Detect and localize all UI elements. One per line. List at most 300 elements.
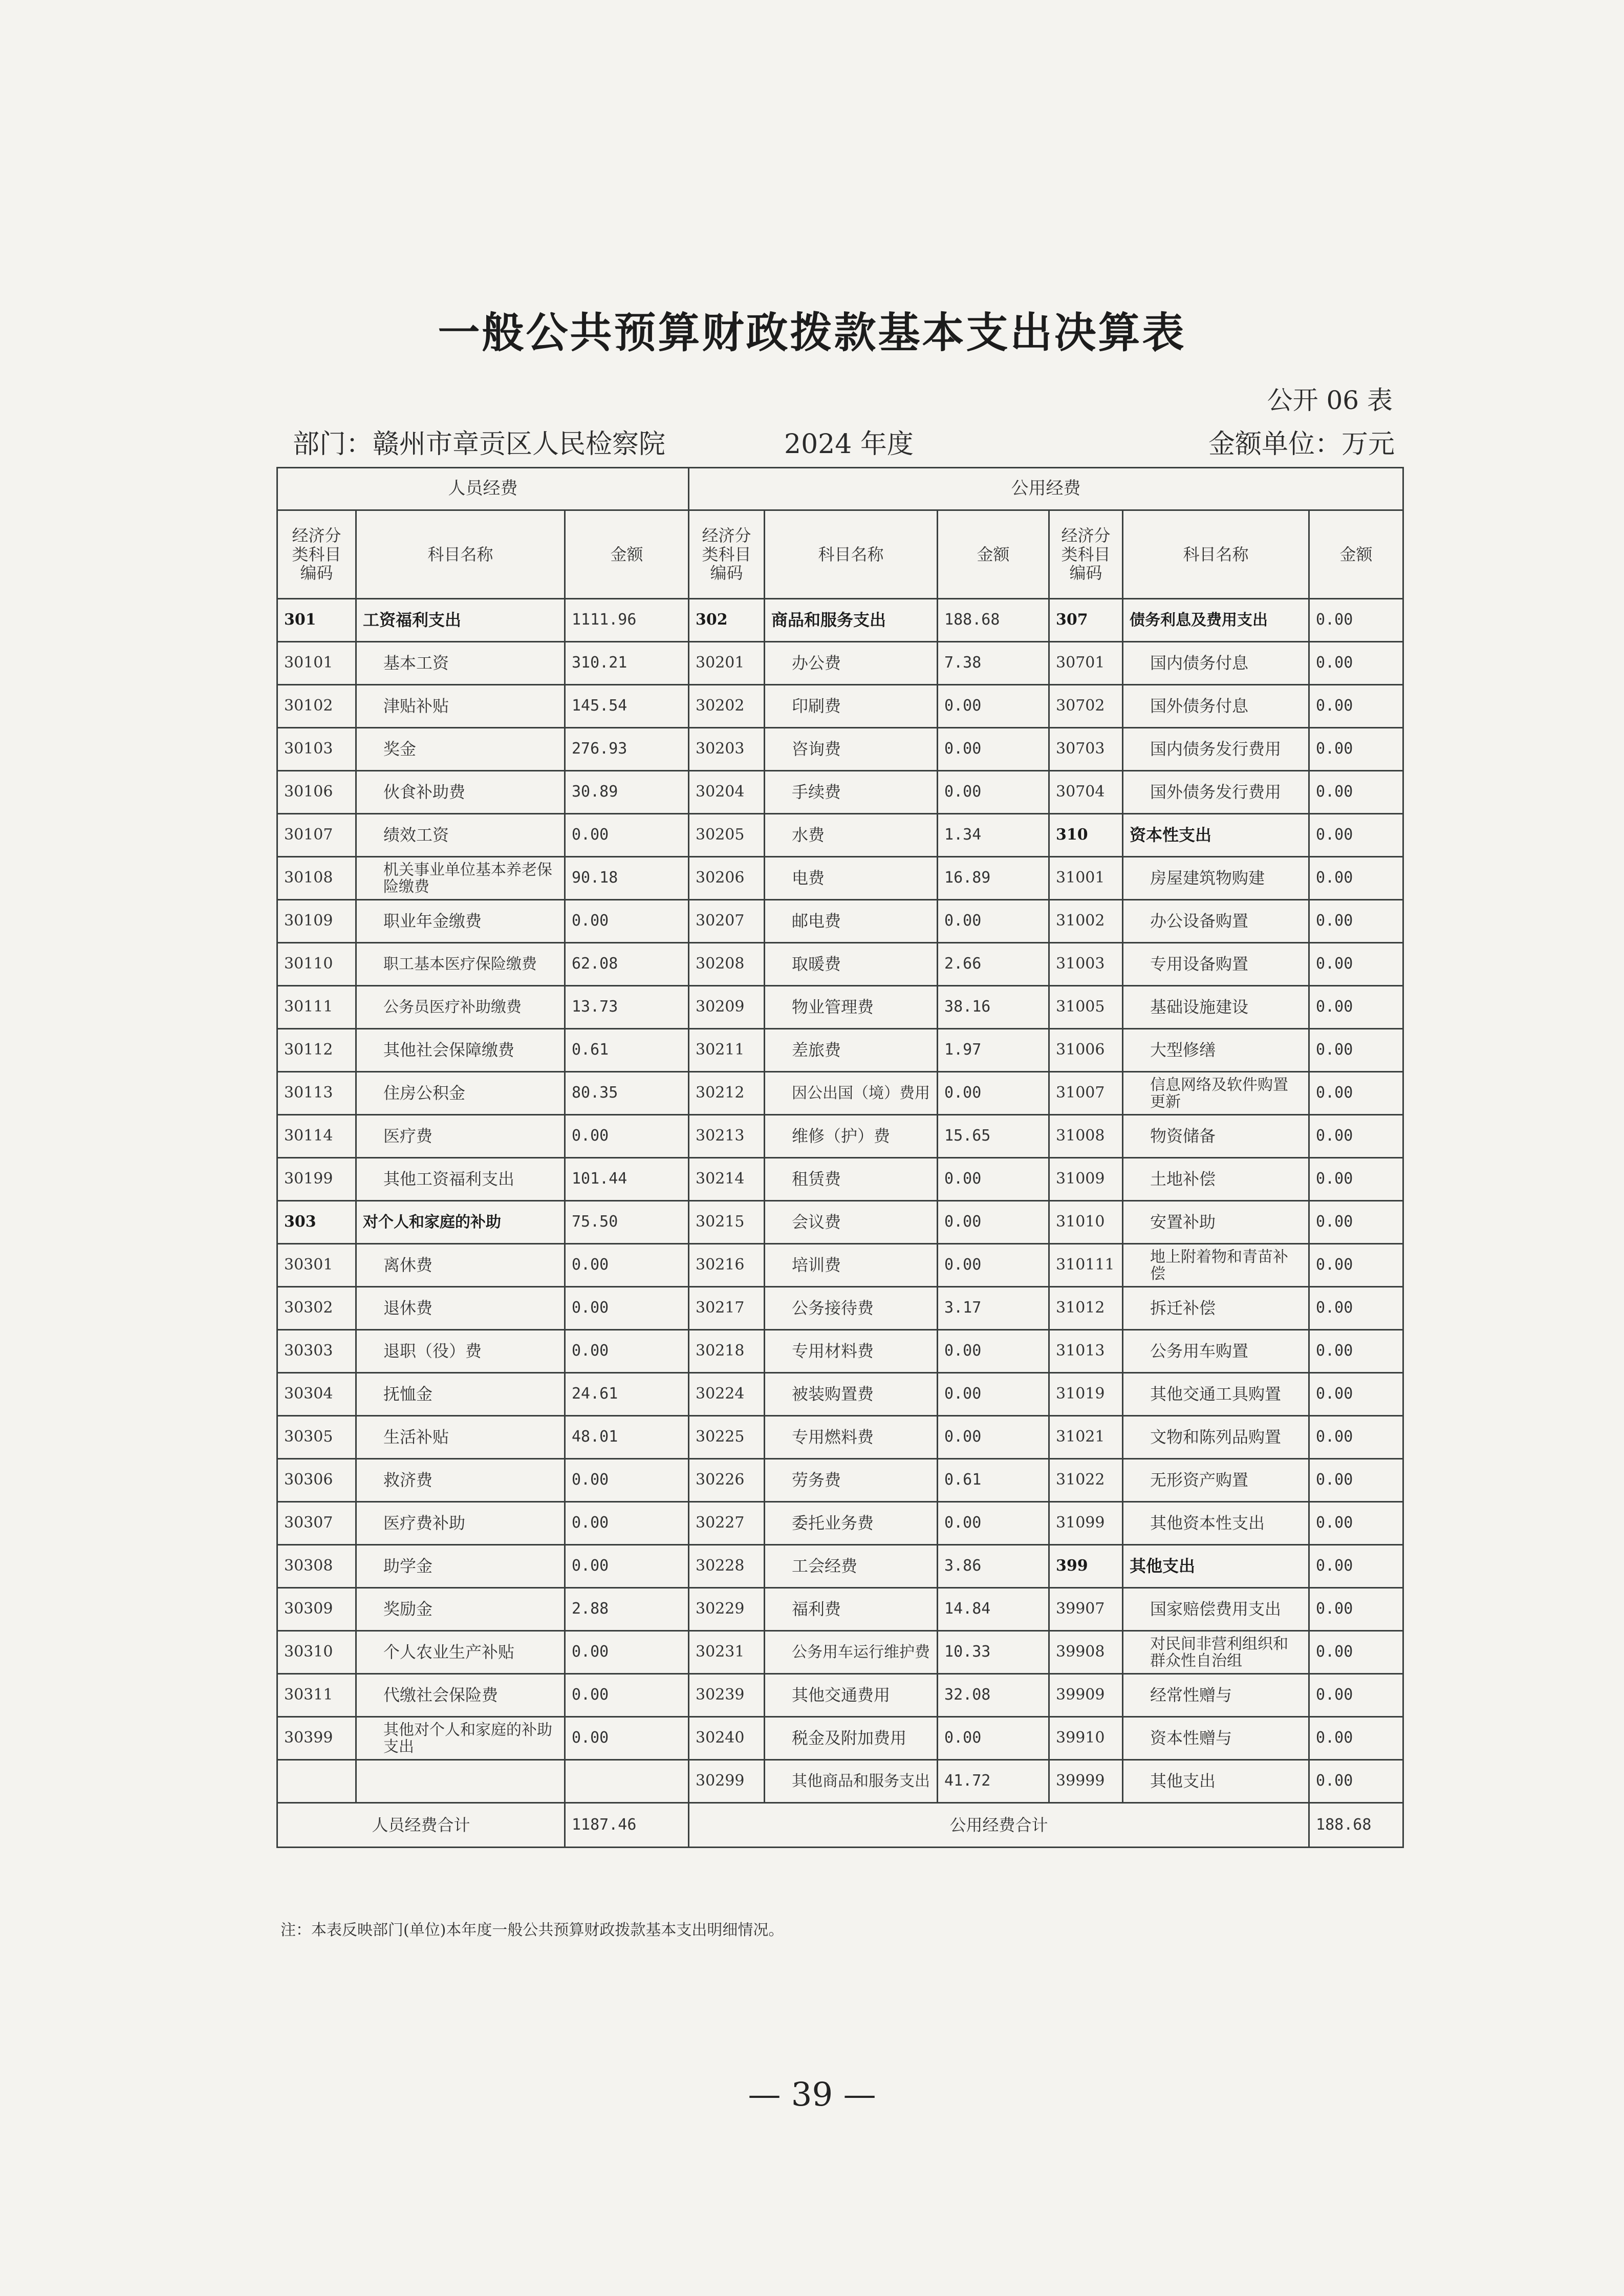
capital-code-cell: 30702 bbox=[1049, 685, 1123, 728]
personnel-code-cell: 30114 bbox=[277, 1115, 356, 1158]
personnel-name-cell: 绩效工资 bbox=[356, 814, 565, 857]
name-header: 科目名称 bbox=[356, 510, 565, 599]
table-row bbox=[277, 599, 1403, 642]
capital-amount-cell: 0.00 bbox=[1309, 1115, 1403, 1158]
personnel-code-cell bbox=[277, 1760, 356, 1803]
goods-amount-cell: 0.00 bbox=[938, 685, 1049, 728]
capital-name-cell: 文物和陈列品购置 bbox=[1123, 1416, 1309, 1459]
goods-name-cell: 培训费 bbox=[765, 1244, 938, 1287]
capital-amount-cell: 0.00 bbox=[1309, 728, 1403, 771]
goods-amount-cell: 0.00 bbox=[938, 1158, 1049, 1201]
goods-amount-cell: 3.17 bbox=[938, 1287, 1049, 1330]
personnel-code-cell: 30199 bbox=[277, 1158, 356, 1201]
goods-name-cell: 差旅费 bbox=[765, 1029, 938, 1072]
fiscal-year: 2024 年度 bbox=[784, 429, 914, 460]
capital-name-cell: 国家赔偿费用支出 bbox=[1123, 1588, 1309, 1631]
capital-name-cell: 其他资本性支出 bbox=[1123, 1502, 1309, 1545]
table-row bbox=[277, 1760, 1403, 1803]
personnel-code-cell: 30308 bbox=[277, 1545, 356, 1588]
goods-code-cell: 30240 bbox=[689, 1717, 765, 1760]
personnel-amount-cell: 0.00 bbox=[565, 1287, 689, 1330]
personnel-code-cell: 30112 bbox=[277, 1029, 356, 1072]
group-header-row bbox=[277, 468, 1403, 510]
personnel-name-cell: 生活补贴 bbox=[356, 1416, 565, 1459]
personnel-name-cell bbox=[356, 1760, 565, 1803]
personnel-amount-cell: 80.35 bbox=[565, 1072, 689, 1115]
personnel-amount-cell: 276.93 bbox=[565, 728, 689, 771]
capital-name-cell: 物资储备 bbox=[1123, 1115, 1309, 1158]
capital-code-cell: 30703 bbox=[1049, 728, 1123, 771]
capital-code-cell: 31099 bbox=[1049, 1502, 1123, 1545]
capital-code-cell: 31019 bbox=[1049, 1373, 1123, 1416]
table-row bbox=[277, 642, 1403, 685]
goods-amount-cell: 0.00 bbox=[938, 1502, 1049, 1545]
goods-amount-cell: 2.66 bbox=[938, 943, 1049, 986]
personnel-total-label: 人员经费合计 bbox=[277, 1803, 565, 1848]
capital-code-cell: 39907 bbox=[1049, 1588, 1123, 1631]
goods-code-cell: 30231 bbox=[689, 1631, 765, 1674]
capital-code-cell: 31003 bbox=[1049, 943, 1123, 986]
capital-code-cell: 31006 bbox=[1049, 1029, 1123, 1072]
personnel-name-cell: 奖金 bbox=[356, 728, 565, 771]
personnel-name-cell: 退休费 bbox=[356, 1287, 565, 1330]
capital-code-cell: 39910 bbox=[1049, 1717, 1123, 1760]
personnel-code-cell: 30302 bbox=[277, 1287, 356, 1330]
capital-name-cell: 经常性赠与 bbox=[1123, 1674, 1309, 1717]
goods-name-cell: 因公出国（境）费用 bbox=[765, 1072, 938, 1115]
personnel-amount-cell: 0.00 bbox=[565, 1674, 689, 1717]
goods-amount-cell: 0.00 bbox=[938, 900, 1049, 943]
capital-amount-cell: 0.00 bbox=[1309, 1717, 1403, 1760]
capital-amount-cell: 0.00 bbox=[1309, 771, 1403, 814]
table-row bbox=[277, 857, 1403, 900]
amount-unit: 金额单位：万元 bbox=[1208, 429, 1395, 460]
personnel-amount-cell: 0.00 bbox=[565, 900, 689, 943]
personnel-name-cell: 津贴补贴 bbox=[356, 685, 565, 728]
capital-name-cell: 国内债务付息 bbox=[1123, 642, 1309, 685]
capital-name-cell: 地上附着物和青苗补偿 bbox=[1123, 1244, 1309, 1287]
personnel-code-cell: 30113 bbox=[277, 1072, 356, 1115]
capital-amount-cell: 0.00 bbox=[1309, 1287, 1403, 1330]
personnel-name-cell: 公务员医疗补助缴费 bbox=[356, 986, 565, 1029]
goods-amount-cell: 10.33 bbox=[938, 1631, 1049, 1674]
table-row bbox=[277, 1201, 1403, 1244]
capital-amount-cell: 0.00 bbox=[1309, 1158, 1403, 1201]
goods-amount-cell: 0.00 bbox=[938, 1244, 1049, 1287]
capital-amount-cell: 0.00 bbox=[1309, 1631, 1403, 1674]
personnel-code-cell: 30109 bbox=[277, 900, 356, 943]
capital-code-cell: 31009 bbox=[1049, 1158, 1123, 1201]
goods-code-cell: 30203 bbox=[689, 728, 765, 771]
goods-code-cell: 30204 bbox=[689, 771, 765, 814]
goods-amount-cell: 0.00 bbox=[938, 771, 1049, 814]
capital-code-cell: 31002 bbox=[1049, 900, 1123, 943]
personnel-amount-cell: 101.44 bbox=[565, 1158, 689, 1201]
goods-amount-cell: 188.68 bbox=[938, 599, 1049, 642]
goods-name-cell: 专用燃料费 bbox=[765, 1416, 938, 1459]
capital-amount-cell: 0.00 bbox=[1309, 1674, 1403, 1717]
goods-amount-cell: 3.86 bbox=[938, 1545, 1049, 1588]
capital-code-cell: 31001 bbox=[1049, 857, 1123, 900]
goods-amount-cell: 0.00 bbox=[938, 1072, 1049, 1115]
goods-code-cell: 30213 bbox=[689, 1115, 765, 1158]
goods-name-cell: 印刷费 bbox=[765, 685, 938, 728]
personnel-name-cell: 其他社会保障缴费 bbox=[356, 1029, 565, 1072]
goods-amount-cell: 15.65 bbox=[938, 1115, 1049, 1158]
personnel-amount-cell: 0.00 bbox=[565, 1459, 689, 1502]
table-row bbox=[277, 1674, 1403, 1717]
goods-code-cell: 30218 bbox=[689, 1330, 765, 1373]
public-total: 188.68 bbox=[1309, 1803, 1403, 1848]
capital-code-cell: 310111 bbox=[1049, 1244, 1123, 1287]
capital-code-cell: 31012 bbox=[1049, 1287, 1123, 1330]
personnel-name-cell: 助学金 bbox=[356, 1545, 565, 1588]
code-header: 经济分类科目编码 bbox=[1049, 510, 1123, 599]
personnel-amount-cell: 75.50 bbox=[565, 1201, 689, 1244]
amount-header: 金额 bbox=[938, 510, 1049, 599]
personnel-name-cell: 其他工资福利支出 bbox=[356, 1158, 565, 1201]
goods-amount-cell: 16.89 bbox=[938, 857, 1049, 900]
personnel-amount-cell: 0.00 bbox=[565, 1502, 689, 1545]
capital-amount-cell: 0.00 bbox=[1309, 685, 1403, 728]
personnel-name-cell: 职业年金缴费 bbox=[356, 900, 565, 943]
table-row bbox=[277, 814, 1403, 857]
goods-code-cell: 30224 bbox=[689, 1373, 765, 1416]
capital-amount-cell: 0.00 bbox=[1309, 1588, 1403, 1631]
table-row bbox=[277, 1373, 1403, 1416]
goods-code-cell: 302 bbox=[689, 599, 765, 642]
page-number: — 39 — bbox=[748, 2076, 876, 2114]
personnel-name-cell: 机关事业单位基本养老保险缴费 bbox=[356, 857, 565, 900]
personnel-name-cell: 其他对个人和家庭的补助支出 bbox=[356, 1717, 565, 1760]
department: 部门：赣州市章贡区人民检察院 bbox=[293, 429, 666, 460]
personnel-amount-cell: 0.00 bbox=[565, 1545, 689, 1588]
personnel-amount-cell: 0.00 bbox=[565, 1330, 689, 1373]
personnel-name-cell: 基本工资 bbox=[356, 642, 565, 685]
goods-code-cell: 30299 bbox=[689, 1760, 765, 1803]
capital-code-cell: 31005 bbox=[1049, 986, 1123, 1029]
capital-name-cell: 公务用车购置 bbox=[1123, 1330, 1309, 1373]
goods-code-cell: 30201 bbox=[689, 642, 765, 685]
table-row bbox=[277, 1502, 1403, 1545]
goods-code-cell: 30202 bbox=[689, 685, 765, 728]
table-row bbox=[277, 1244, 1403, 1287]
capital-amount-cell: 0.00 bbox=[1309, 1545, 1403, 1588]
personnel-amount-cell bbox=[565, 1760, 689, 1803]
personnel-name-cell: 离休费 bbox=[356, 1244, 565, 1287]
goods-code-cell: 30228 bbox=[689, 1545, 765, 1588]
capital-name-cell: 安置补助 bbox=[1123, 1201, 1309, 1244]
capital-amount-cell: 0.00 bbox=[1309, 1373, 1403, 1416]
personnel-amount-cell: 0.00 bbox=[565, 1631, 689, 1674]
capital-name-cell: 其他支出 bbox=[1123, 1545, 1309, 1588]
table-row bbox=[277, 943, 1403, 986]
personnel-name-cell: 救济费 bbox=[356, 1459, 565, 1502]
personnel-code-cell: 30310 bbox=[277, 1631, 356, 1674]
goods-amount-cell: 14.84 bbox=[938, 1588, 1049, 1631]
name-header: 科目名称 bbox=[1123, 510, 1309, 599]
personnel-amount-cell: 0.00 bbox=[565, 1115, 689, 1158]
personnel-code-cell: 30303 bbox=[277, 1330, 356, 1373]
capital-code-cell: 31022 bbox=[1049, 1459, 1123, 1502]
goods-name-cell: 公务接待费 bbox=[765, 1287, 938, 1330]
personnel-amount-cell: 1111.96 bbox=[565, 599, 689, 642]
capital-amount-cell: 0.00 bbox=[1309, 1330, 1403, 1373]
goods-code-cell: 30207 bbox=[689, 900, 765, 943]
table-row bbox=[277, 1158, 1403, 1201]
personnel-name-cell: 医疗费 bbox=[356, 1115, 565, 1158]
personnel-code-cell: 30307 bbox=[277, 1502, 356, 1545]
personnel-code-cell: 30107 bbox=[277, 814, 356, 857]
personnel-amount-cell: 24.61 bbox=[565, 1373, 689, 1416]
goods-name-cell: 工会经费 bbox=[765, 1545, 938, 1588]
table-row bbox=[277, 900, 1403, 943]
capital-name-cell: 国外债务付息 bbox=[1123, 685, 1309, 728]
goods-name-cell: 其他商品和服务支出 bbox=[765, 1760, 938, 1803]
capital-name-cell: 其他交通工具购置 bbox=[1123, 1373, 1309, 1416]
goods-name-cell: 专用材料费 bbox=[765, 1330, 938, 1373]
goods-code-cell: 30208 bbox=[689, 943, 765, 986]
capital-code-cell: 399 bbox=[1049, 1545, 1123, 1588]
capital-amount-cell: 0.00 bbox=[1309, 642, 1403, 685]
capital-amount-cell: 0.00 bbox=[1309, 1244, 1403, 1287]
goods-name-cell: 福利费 bbox=[765, 1588, 938, 1631]
goods-code-cell: 30229 bbox=[689, 1588, 765, 1631]
personnel-code-cell: 30106 bbox=[277, 771, 356, 814]
personnel-code-cell: 301 bbox=[277, 599, 356, 642]
capital-code-cell: 39909 bbox=[1049, 1674, 1123, 1717]
table-row bbox=[277, 986, 1403, 1029]
capital-code-cell: 30704 bbox=[1049, 771, 1123, 814]
goods-code-cell: 30214 bbox=[689, 1158, 765, 1201]
goods-code-cell: 30226 bbox=[689, 1459, 765, 1502]
personnel-code-cell: 30306 bbox=[277, 1459, 356, 1502]
personnel-code-cell: 30102 bbox=[277, 685, 356, 728]
capital-amount-cell: 0.00 bbox=[1309, 857, 1403, 900]
goods-name-cell: 被装购置费 bbox=[765, 1373, 938, 1416]
personnel-code-cell: 30399 bbox=[277, 1717, 356, 1760]
goods-amount-cell: 32.08 bbox=[938, 1674, 1049, 1717]
table-row bbox=[277, 1717, 1403, 1760]
personnel-code-cell: 303 bbox=[277, 1201, 356, 1244]
goods-amount-cell: 1.97 bbox=[938, 1029, 1049, 1072]
table-row bbox=[277, 1416, 1403, 1459]
capital-code-cell: 30701 bbox=[1049, 642, 1123, 685]
capital-amount-cell: 0.00 bbox=[1309, 1072, 1403, 1115]
amount-header: 金额 bbox=[565, 510, 689, 599]
personnel-amount-cell: 0.00 bbox=[565, 1244, 689, 1287]
personnel-amount-cell: 2.88 bbox=[565, 1588, 689, 1631]
goods-amount-cell: 0.61 bbox=[938, 1459, 1049, 1502]
table-row bbox=[277, 1029, 1403, 1072]
capital-code-cell: 39999 bbox=[1049, 1760, 1123, 1803]
personnel-code-cell: 30304 bbox=[277, 1373, 356, 1416]
budget-table bbox=[276, 467, 1404, 1848]
capital-amount-cell: 0.00 bbox=[1309, 1201, 1403, 1244]
table-row bbox=[277, 1072, 1403, 1115]
table-row bbox=[277, 771, 1403, 814]
goods-amount-cell: 7.38 bbox=[938, 642, 1049, 685]
goods-code-cell: 30239 bbox=[689, 1674, 765, 1717]
capital-amount-cell: 0.00 bbox=[1309, 986, 1403, 1029]
capital-name-cell: 办公设备购置 bbox=[1123, 900, 1309, 943]
form-number: 公开 06 表 bbox=[1267, 385, 1393, 415]
goods-code-cell: 30227 bbox=[689, 1502, 765, 1545]
capital-code-cell: 31008 bbox=[1049, 1115, 1123, 1158]
goods-code-cell: 30225 bbox=[689, 1416, 765, 1459]
personnel-name-cell: 医疗费补助 bbox=[356, 1502, 565, 1545]
personnel-name-cell: 奖励金 bbox=[356, 1588, 565, 1631]
personnel-name-cell: 工资福利支出 bbox=[356, 599, 565, 642]
personnel-name-cell: 住房公积金 bbox=[356, 1072, 565, 1115]
goods-name-cell: 邮电费 bbox=[765, 900, 938, 943]
personnel-name-cell: 职工基本医疗保险缴费 bbox=[356, 943, 565, 986]
goods-code-cell: 30206 bbox=[689, 857, 765, 900]
goods-amount-cell: 41.72 bbox=[938, 1760, 1049, 1803]
page-title: 一般公共预算财政拨款基本支出决算表 bbox=[438, 309, 1186, 357]
capital-amount-cell: 0.00 bbox=[1309, 900, 1403, 943]
personnel-name-cell: 抚恤金 bbox=[356, 1373, 565, 1416]
code-header: 经济分类科目编码 bbox=[277, 510, 356, 599]
capital-name-cell: 专用设备购置 bbox=[1123, 943, 1309, 986]
personnel-name-cell: 个人农业生产补贴 bbox=[356, 1631, 565, 1674]
goods-amount-cell: 0.00 bbox=[938, 1330, 1049, 1373]
personnel-amount-cell: 310.21 bbox=[565, 642, 689, 685]
personnel-amount-cell: 90.18 bbox=[565, 857, 689, 900]
capital-amount-cell: 0.00 bbox=[1309, 1760, 1403, 1803]
goods-amount-cell: 1.34 bbox=[938, 814, 1049, 857]
capital-name-cell: 基础设施建设 bbox=[1123, 986, 1309, 1029]
capital-name-cell: 其他支出 bbox=[1123, 1760, 1309, 1803]
goods-name-cell: 其他交通费用 bbox=[765, 1674, 938, 1717]
goods-name-cell: 维修（护）费 bbox=[765, 1115, 938, 1158]
goods-amount-cell: 0.00 bbox=[938, 1416, 1049, 1459]
personnel-code-cell: 30305 bbox=[277, 1416, 356, 1459]
goods-code-cell: 30209 bbox=[689, 986, 765, 1029]
capital-amount-cell: 0.00 bbox=[1309, 599, 1403, 642]
code-header: 经济分类科目编码 bbox=[689, 510, 765, 599]
personnel-code-cell: 30111 bbox=[277, 986, 356, 1029]
personnel-code-cell: 30108 bbox=[277, 857, 356, 900]
goods-name-cell: 公务用车运行维护费 bbox=[765, 1631, 938, 1674]
personnel-amount-cell: 0.61 bbox=[565, 1029, 689, 1072]
table-row bbox=[277, 1545, 1403, 1588]
goods-name-cell: 取暖费 bbox=[765, 943, 938, 986]
personnel-code-cell: 30309 bbox=[277, 1588, 356, 1631]
table-row bbox=[277, 1459, 1403, 1502]
capital-code-cell: 31013 bbox=[1049, 1330, 1123, 1373]
capital-code-cell: 31007 bbox=[1049, 1072, 1123, 1115]
personnel-name-cell: 代缴社会保险费 bbox=[356, 1674, 565, 1717]
table-row bbox=[277, 1115, 1403, 1158]
public-header: 公用经费 bbox=[689, 468, 1403, 510]
capital-name-cell: 大型修缮 bbox=[1123, 1029, 1309, 1072]
capital-amount-cell: 0.00 bbox=[1309, 1029, 1403, 1072]
personnel-code-cell: 30311 bbox=[277, 1674, 356, 1717]
capital-amount-cell: 0.00 bbox=[1309, 943, 1403, 986]
personnel-amount-cell: 145.54 bbox=[565, 685, 689, 728]
table-row bbox=[277, 685, 1403, 728]
personnel-amount-cell: 48.01 bbox=[565, 1416, 689, 1459]
goods-code-cell: 30211 bbox=[689, 1029, 765, 1072]
capital-code-cell: 39908 bbox=[1049, 1631, 1123, 1674]
goods-amount-cell: 38.16 bbox=[938, 986, 1049, 1029]
goods-name-cell: 委托业务费 bbox=[765, 1502, 938, 1545]
personnel-name-cell: 对个人和家庭的补助 bbox=[356, 1201, 565, 1244]
personnel-total: 1187.46 bbox=[565, 1803, 689, 1848]
capital-name-cell: 国外债务发行费用 bbox=[1123, 771, 1309, 814]
goods-name-cell: 咨询费 bbox=[765, 728, 938, 771]
goods-name-cell: 水费 bbox=[765, 814, 938, 857]
goods-code-cell: 30205 bbox=[689, 814, 765, 857]
capital-code-cell: 31010 bbox=[1049, 1201, 1123, 1244]
capital-amount-cell: 0.00 bbox=[1309, 1459, 1403, 1502]
capital-name-cell: 无形资产购置 bbox=[1123, 1459, 1309, 1502]
public-total-label: 公用经费合计 bbox=[689, 1803, 1309, 1848]
capital-amount-cell: 0.00 bbox=[1309, 814, 1403, 857]
personnel-amount-cell: 0.00 bbox=[565, 814, 689, 857]
personnel-amount-cell: 0.00 bbox=[565, 1717, 689, 1760]
goods-name-cell: 电费 bbox=[765, 857, 938, 900]
goods-name-cell: 会议费 bbox=[765, 1201, 938, 1244]
goods-name-cell: 劳务费 bbox=[765, 1459, 938, 1502]
personnel-code-cell: 30101 bbox=[277, 642, 356, 685]
personnel-name-cell: 伙食补助费 bbox=[356, 771, 565, 814]
capital-name-cell: 拆迁补偿 bbox=[1123, 1287, 1309, 1330]
goods-name-cell: 税金及附加费用 bbox=[765, 1717, 938, 1760]
capital-name-cell: 资本性支出 bbox=[1123, 814, 1309, 857]
table-row bbox=[277, 728, 1403, 771]
goods-code-cell: 30215 bbox=[689, 1201, 765, 1244]
capital-name-cell: 对民间非营利组织和群众性自治组 bbox=[1123, 1631, 1309, 1674]
goods-name-cell: 租赁费 bbox=[765, 1158, 938, 1201]
column-header-row bbox=[277, 510, 1403, 599]
goods-code-cell: 30212 bbox=[689, 1072, 765, 1115]
capital-name-cell: 房屋建筑物购建 bbox=[1123, 857, 1309, 900]
capital-amount-cell: 0.00 bbox=[1309, 1416, 1403, 1459]
personnel-name-cell: 退职（役）费 bbox=[356, 1330, 565, 1373]
capital-name-cell: 信息网络及软件购置更新 bbox=[1123, 1072, 1309, 1115]
goods-code-cell: 30216 bbox=[689, 1244, 765, 1287]
table-row bbox=[277, 1330, 1403, 1373]
capital-code-cell: 31021 bbox=[1049, 1416, 1123, 1459]
personnel-code-cell: 30301 bbox=[277, 1244, 356, 1287]
table-row bbox=[277, 1588, 1403, 1631]
capital-name-cell: 国内债务发行费用 bbox=[1123, 728, 1309, 771]
table-row bbox=[277, 1287, 1403, 1330]
goods-amount-cell: 0.00 bbox=[938, 1373, 1049, 1416]
capital-amount-cell: 0.00 bbox=[1309, 1502, 1403, 1545]
goods-amount-cell: 0.00 bbox=[938, 1201, 1049, 1244]
footnote: 注：本表反映部门(单位)本年度一般公共预算财政拨款基本支出明细情况。 bbox=[280, 1921, 784, 1939]
personnel-amount-cell: 62.08 bbox=[565, 943, 689, 986]
personnel-header: 人员经费 bbox=[277, 468, 689, 510]
goods-amount-cell: 0.00 bbox=[938, 1717, 1049, 1760]
goods-code-cell: 30217 bbox=[689, 1287, 765, 1330]
personnel-code-cell: 30103 bbox=[277, 728, 356, 771]
goods-name-cell: 商品和服务支出 bbox=[765, 599, 938, 642]
personnel-amount-cell: 13.73 bbox=[565, 986, 689, 1029]
amount-header: 金额 bbox=[1309, 510, 1403, 599]
totals-row bbox=[277, 1803, 1403, 1848]
personnel-amount-cell: 30.89 bbox=[565, 771, 689, 814]
goods-amount-cell: 0.00 bbox=[938, 728, 1049, 771]
capital-name-cell: 资本性赠与 bbox=[1123, 1717, 1309, 1760]
goods-name-cell: 物业管理费 bbox=[765, 986, 938, 1029]
personnel-code-cell: 30110 bbox=[277, 943, 356, 986]
name-header: 科目名称 bbox=[765, 510, 938, 599]
goods-name-cell: 办公费 bbox=[765, 642, 938, 685]
